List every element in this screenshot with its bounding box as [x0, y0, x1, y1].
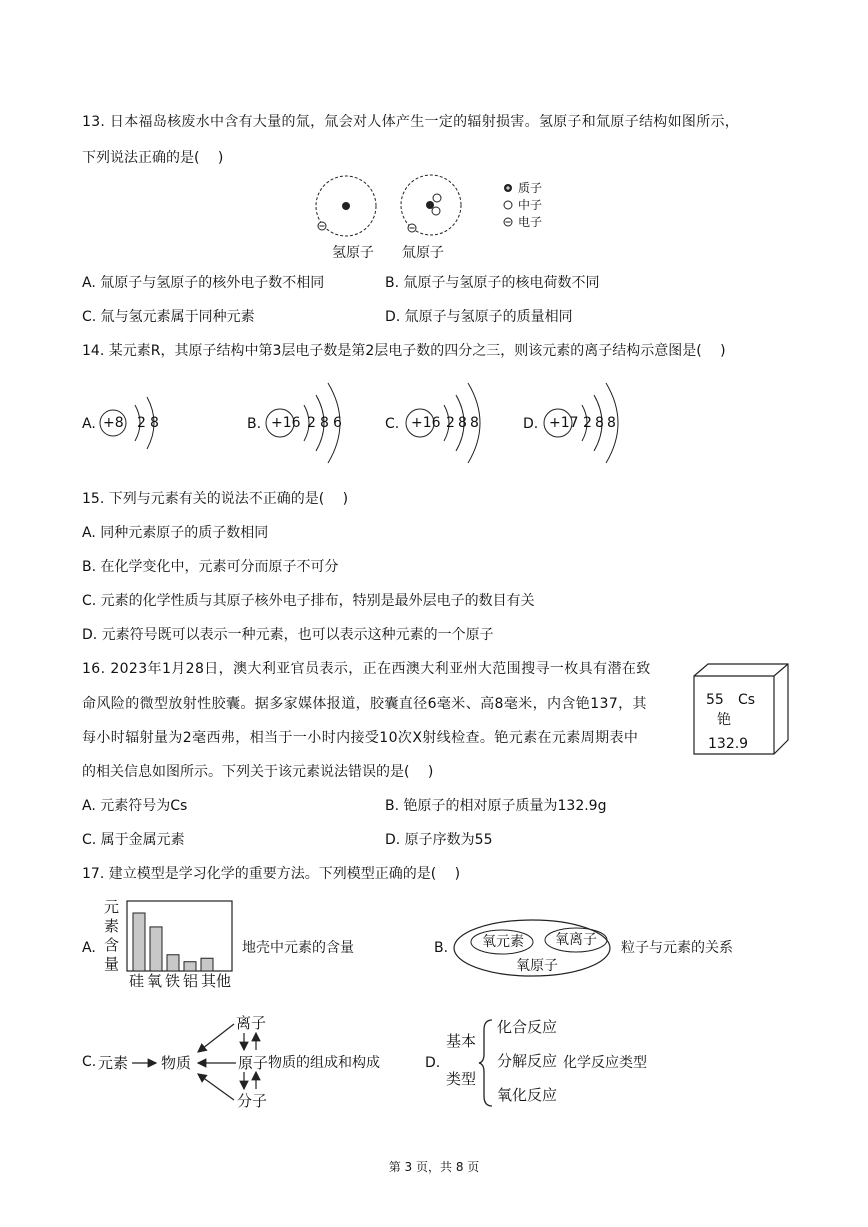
- q17-a-caption: 地壳中元素的含量: [242, 940, 354, 956]
- tritium-neutron-2: [432, 207, 440, 215]
- q13-option-b[interactable]: B. 氚原子与氢原子的核电荷数不同: [385, 275, 600, 291]
- q17-a-category-0: 硅: [129, 972, 145, 990]
- q17-b-caption: 粒子与元素的关系: [621, 940, 733, 956]
- q17-a-category-2: 铁: [165, 972, 181, 990]
- q14-option-a-shell-2: 8: [150, 415, 159, 431]
- legend-proton-label: 质子: [518, 181, 543, 195]
- q14-option-c-nucleus: +16: [411, 415, 441, 431]
- q13-option-c[interactable]: C. 氚与氢元素属于同种元素: [82, 309, 255, 325]
- q14-option-b-shell-2: 8: [320, 415, 329, 431]
- q17-d-brace: [478, 1018, 498, 1108]
- hydrogen-atom-label: 氢原子: [332, 245, 374, 261]
- q13-stem-line2: 下列说法正确的是( ): [82, 150, 224, 166]
- tritium-proton: [426, 201, 434, 209]
- q17-c-caption: 物质的组成和构成: [268, 1055, 380, 1071]
- q17-d-item-1: 化合反应: [497, 1018, 558, 1036]
- legend-neutron-icon: [504, 201, 512, 209]
- q16-option-a[interactable]: A. 元素符号为Cs: [82, 798, 188, 814]
- q17-d-label-top: 基本: [446, 1032, 477, 1050]
- q17-option-b-letter[interactable]: B.: [434, 940, 449, 956]
- q17-d-label-bottom: 类型: [446, 1070, 477, 1088]
- q16-option-c[interactable]: C. 属于金属元素: [82, 832, 185, 848]
- page-footer: 第 3 页，共 8 页: [388, 1160, 480, 1174]
- cesium-atomic-number: 55: [706, 692, 724, 708]
- q17-a-bar-3: [184, 962, 196, 971]
- hydrogen-proton: [342, 202, 350, 210]
- q17-a-category-3: 铝: [183, 972, 199, 990]
- q14-option-c-shell-1: 2: [446, 415, 455, 431]
- q15-option-d[interactable]: D. 元素符号既可以表示一种元素，也可以表示这种元素的一个原子: [82, 627, 494, 643]
- q14-option-d-letter[interactable]: D.: [523, 416, 539, 432]
- q14-option-c-letter[interactable]: C.: [385, 416, 400, 432]
- q17-d-item-3: 氧化反应: [497, 1086, 558, 1104]
- q17-option-c-letter[interactable]: C.: [82, 1054, 97, 1070]
- q14-stem: 14. 某元素R，其原子结构中第3层电子数是第2层电子数的四分之三，则该元素的离子结构示意图是( ): [82, 343, 726, 359]
- q17-b-inner-oxygen-element: 氧元素: [482, 934, 524, 950]
- cesium-atomic-mass: 132.9: [708, 736, 749, 752]
- q17-a-category-4: 其他: [201, 972, 232, 990]
- q14-option-d-shell-1: 2: [583, 415, 592, 431]
- q17-c-atom: 原子: [238, 1054, 269, 1072]
- q17-option-a-letter[interactable]: A.: [82, 940, 96, 956]
- q14-option-c-shell-2: 8: [458, 415, 467, 431]
- q14-option-b-shell-3: 6: [333, 415, 342, 431]
- legend-neutron-label: 中子: [518, 198, 543, 212]
- q16-line-4: 的相关信息如图所示。下列关于该元素说法错误的是( ): [82, 764, 434, 780]
- q16-line-3: 每小时辐射量为2毫西弗，相当于一小时内接受10次X射线检查。铯元素在元素周期表中: [82, 730, 639, 746]
- q17-c-substance: 物质: [161, 1054, 192, 1072]
- q17-a-bar-2: [167, 955, 179, 971]
- q16-line-2: 命风险的微型放射性胶囊。据多家媒体报道，胶囊直径6毫米、高8毫米，内含铯137，其: [82, 696, 647, 712]
- q17-a-ylabel: 元素含量: [104, 898, 120, 973]
- q14-option-b-letter[interactable]: B.: [247, 416, 262, 432]
- q14-option-d-shell-2: 8: [595, 415, 604, 431]
- q14-option-a-shell-1: 2: [137, 415, 146, 431]
- q17-a-bar-4: [201, 958, 213, 971]
- q14-option-d-shell-3: 8: [607, 415, 616, 431]
- q17-a-bar-1: [150, 927, 162, 971]
- tritium-atom-label: 氚原子: [402, 245, 444, 261]
- q17-a-category-1: 氧: [147, 972, 163, 990]
- cesium-name: 铯: [717, 712, 731, 728]
- q17-c-element: 元素: [98, 1054, 129, 1072]
- q17-d-caption: 化学反应类型: [563, 1055, 647, 1071]
- q14-option-b-nucleus: +16: [271, 415, 301, 431]
- q13-stem-line1: 13. 日本福岛核废水中含有大量的氚，氚会对人体产生一定的辐射损害。氢原子和氚原子结构如图所示，: [82, 114, 740, 130]
- q17-c-ion: 离子: [236, 1014, 267, 1032]
- tritium-neutron-1: [433, 194, 441, 202]
- cesium-symbol: Cs: [738, 692, 756, 708]
- q14-option-d-nucleus: +17: [549, 415, 579, 431]
- q13-option-d[interactable]: D. 氚原子与氢原子的质量相同: [385, 309, 573, 325]
- q14-option-a-nucleus: +8: [103, 415, 124, 431]
- q16-option-b[interactable]: B. 铯原子的相对原子质量为132.9g: [385, 798, 607, 814]
- q17-a-bar-chart[interactable]: [126, 900, 236, 974]
- q17-b-outer-oxygen-atom: 氧原子: [516, 958, 558, 974]
- q17-d-item-2: 分解反应: [497, 1052, 558, 1070]
- q16-line-1: 16. 2023年1月28日，澳大利亚官员表示，正在西澳大利亚州大范围搜寻一枚具有潜在致: [82, 661, 651, 677]
- q17-c-molecule: 分子: [237, 1092, 268, 1110]
- q14-option-c-shell-3: 8: [470, 415, 479, 431]
- q17-stem: 17. 建立模型是学习化学的重要方法。下列模型正确的是( ): [82, 866, 461, 882]
- legend-electron-label: 电子: [518, 215, 543, 229]
- q14-option-a-letter[interactable]: A.: [82, 416, 96, 432]
- q15-option-b[interactable]: B. 在化学变化中，元素可分而原子不可分: [82, 559, 339, 575]
- q15-stem: 15. 下列与元素有关的说法不正确的是( ): [82, 491, 349, 507]
- q14-option-b-shell-1: 2: [307, 415, 316, 431]
- q17-a-bar-0: [133, 913, 145, 971]
- q16-option-d[interactable]: D. 原子序数为55: [385, 832, 493, 848]
- q15-option-a[interactable]: A. 同种元素原子的质子数相同: [82, 525, 269, 541]
- q15-option-c[interactable]: C. 元素的化学性质与其原子核外电子排布，特别是最外层电子的数目有关: [82, 593, 535, 609]
- q17-option-d-letter[interactable]: D.: [425, 1055, 441, 1071]
- q17-b-inner-oxygen-ion: 氧离子: [555, 932, 597, 948]
- q13-option-a[interactable]: A. 氚原子与氢原子的核外电子数不相同: [82, 275, 325, 291]
